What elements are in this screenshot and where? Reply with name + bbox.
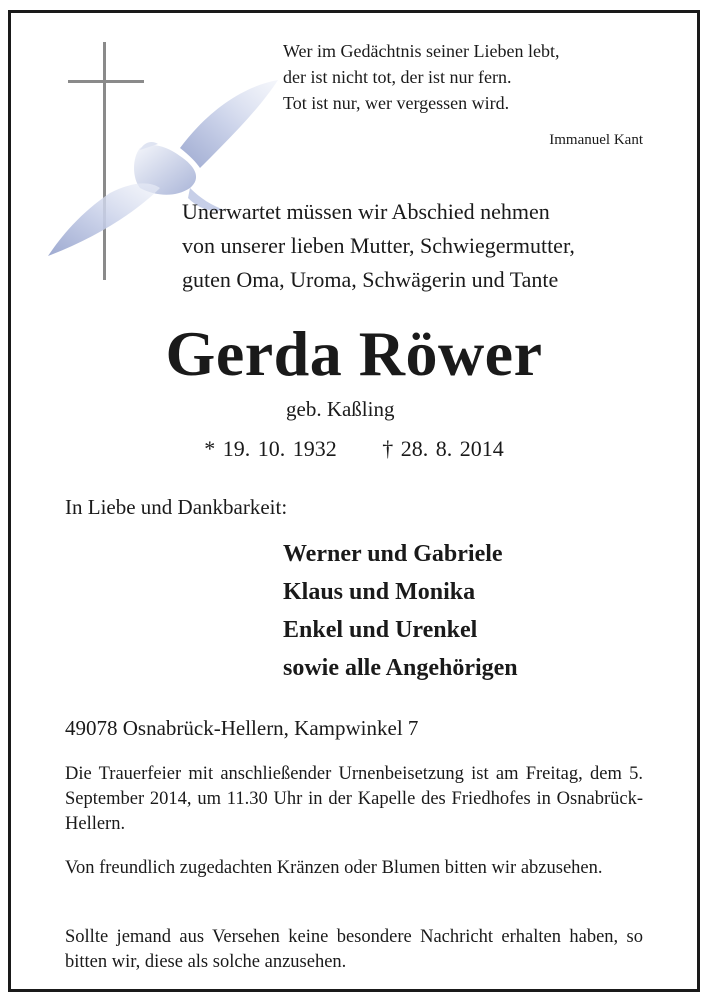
mourner-entry: Klaus und Monika bbox=[283, 579, 476, 605]
intro-line: Unerwartet müssen wir Abschied nehmen bbox=[182, 199, 550, 224]
mourner-entry: Werner und Gabriele bbox=[283, 541, 503, 567]
quote bbox=[283, 38, 653, 116]
intro-line: guten Oma, Uroma, Schwägerin und Tante bbox=[182, 267, 559, 292]
address: 49078 Osnabrück-Hellern, Kampwinkel 7 bbox=[65, 716, 419, 740]
quote-line: Tot ist nur, wer vergessen wird. bbox=[283, 93, 510, 113]
mourner-entry: sowie alle Angehörigen bbox=[283, 655, 518, 681]
gratitude-line: In Liebe und Dankbarkeit: bbox=[65, 495, 288, 519]
birth-date: * 19. 10. 1932 bbox=[204, 436, 337, 461]
flowers-note: Von freundlich zugedachten Kränzen oder Blumen bitten wir abzusehen. bbox=[65, 858, 603, 878]
notice-note: Sollte jemand aus Versehen keine besondere Nachricht erhalten haben, so bitten wir, diese als solche anzusehen. bbox=[65, 927, 643, 972]
death-date: † 28. 8. 2014 bbox=[382, 436, 504, 461]
deceased-name: Gerda Röwer bbox=[165, 318, 543, 389]
quote-line: Wer im Gedächtnis seiner Lieben lebt, bbox=[283, 41, 560, 61]
funeral-info: Die Trauerfeier mit anschließender Urnenbeisetzung ist am Freitag, dem 5. September 2014, um 11.30 Uhr in der Kapelle des Friedhofes in Osnabrück-Hellern. bbox=[65, 764, 643, 834]
cross-icon bbox=[68, 42, 144, 280]
life-dates bbox=[0, 436, 708, 462]
quote-line: der ist nicht tot, der ist nur fern. bbox=[283, 67, 512, 87]
mourner-entry: Enkel und Urenkel bbox=[283, 617, 478, 643]
quote-author: Immanuel Kant bbox=[549, 132, 643, 148]
intro-text bbox=[182, 195, 652, 297]
mourners-list bbox=[283, 535, 518, 687]
intro-line: von unserer lieben Mutter, Schwiegermutter, bbox=[182, 233, 575, 258]
maiden-name: geb. Kaßling bbox=[286, 397, 395, 421]
